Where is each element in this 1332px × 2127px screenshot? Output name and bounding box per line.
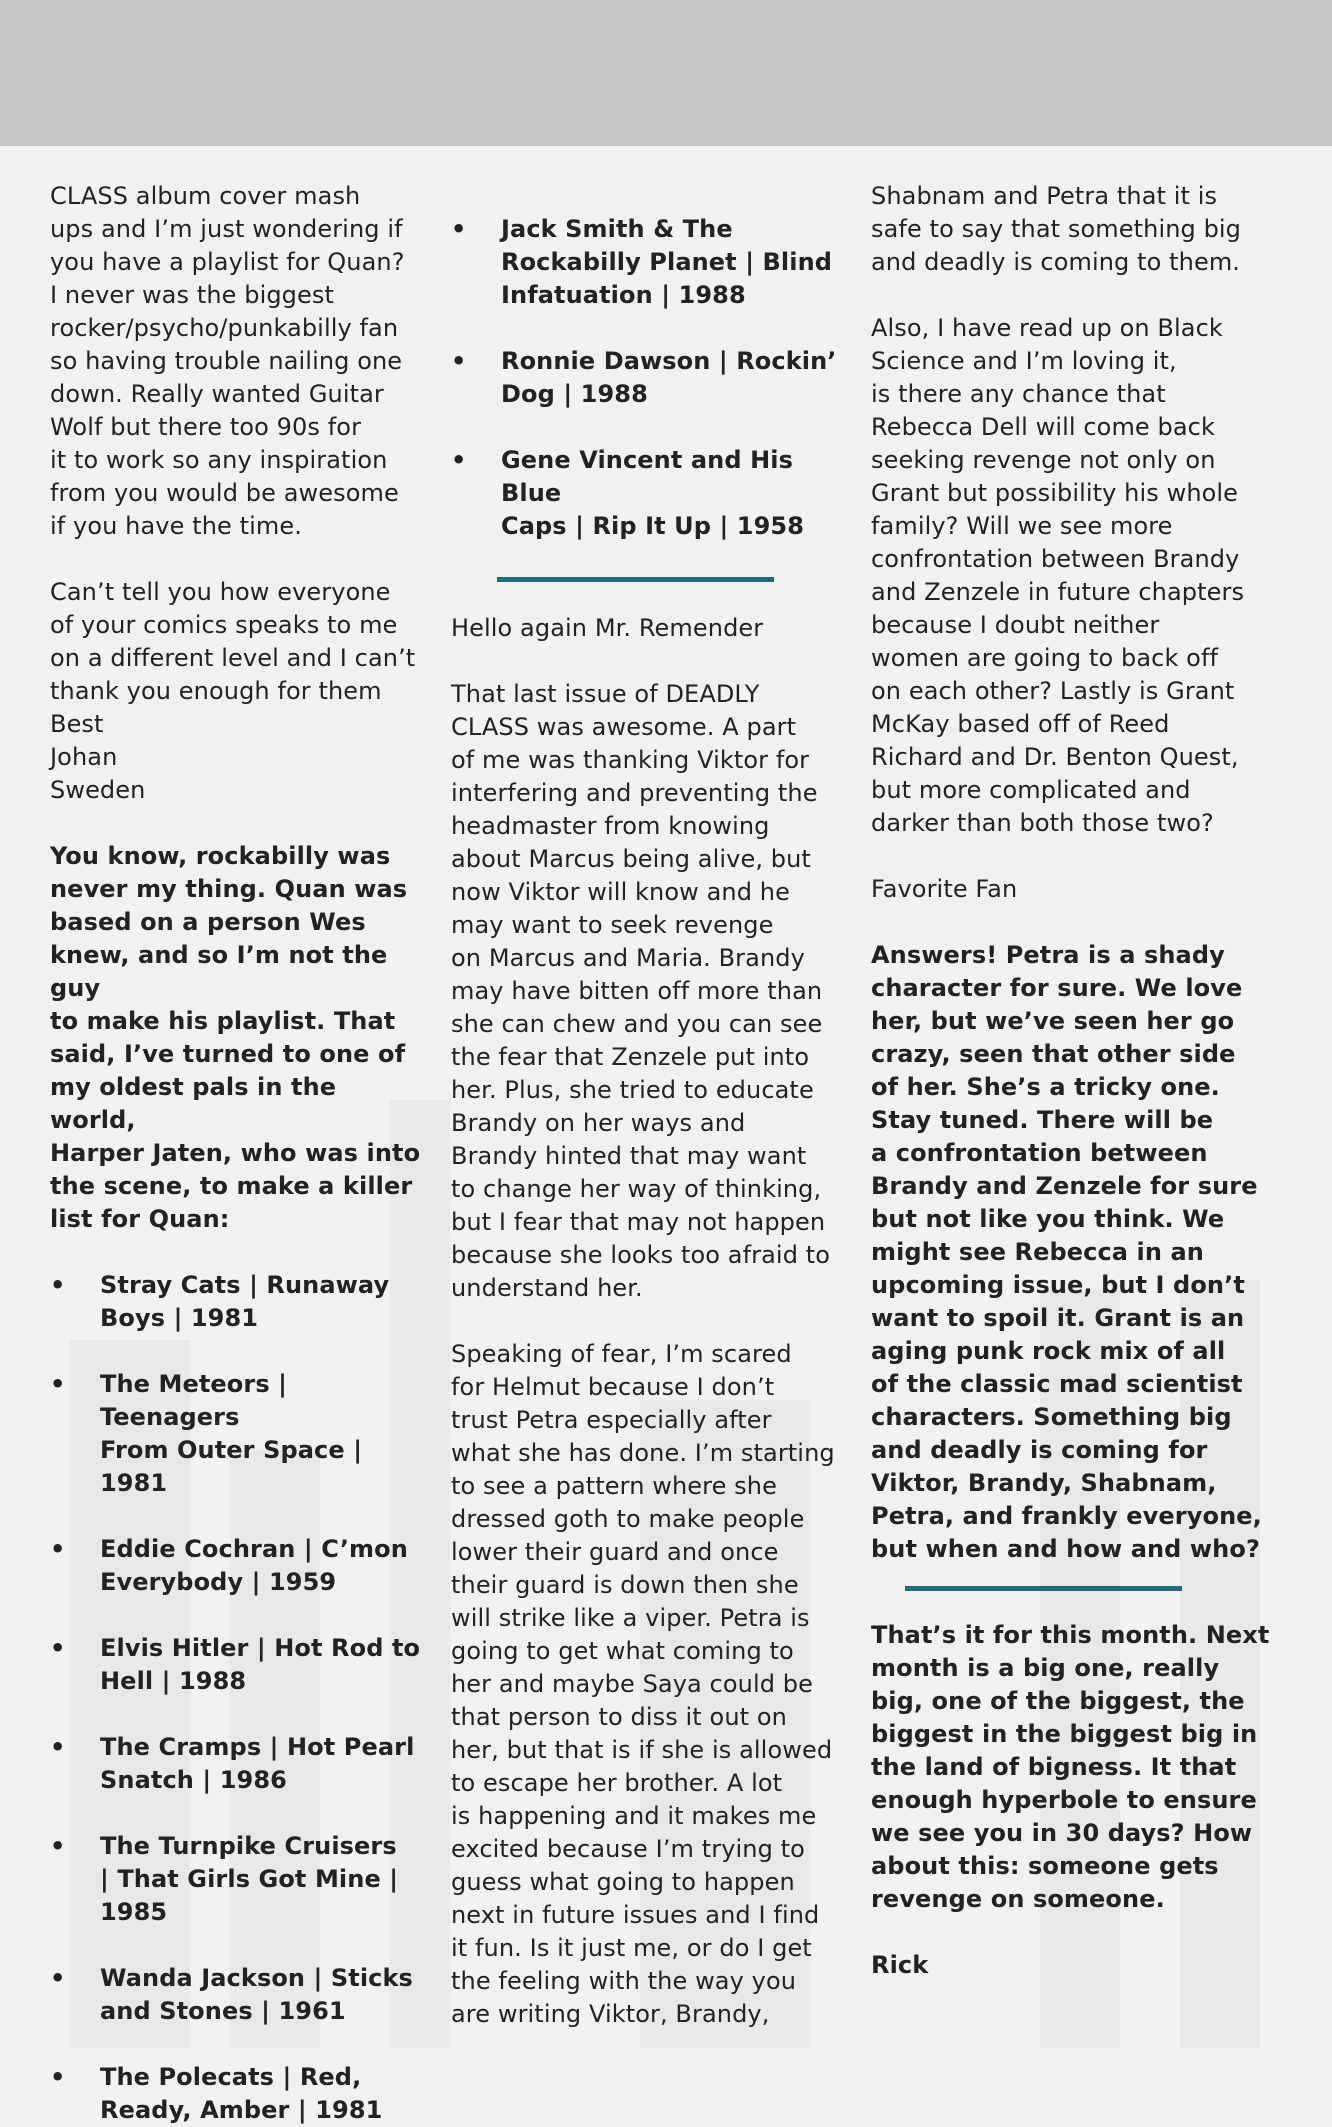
text-line: to make his playlist. That [50,1007,396,1035]
text-line: Gene Vincent and His Blue [501,446,793,507]
text-line: her, but that is if she is allowed [451,1736,833,1764]
text-line: ups and I’m just wondering if [50,215,403,243]
bullet-icon: • [50,2063,66,2091]
text-line: might see Rebecca in an [871,1238,1204,1266]
text-line: never my thing. Quan was [50,875,408,903]
text-line: Everybody | 1959 [100,1568,337,1596]
text-line: upcoming issue, but I don’t [871,1271,1245,1299]
text-line: character for sure. We love [871,974,1243,1002]
text-line: but I fear that may not happen [451,1208,826,1236]
text-line: interfering and preventing the [451,779,818,807]
text-line: to change her way of thinking, [451,1175,822,1203]
text-line: their guard is down then she [451,1571,799,1599]
playlist-item [451,345,851,411]
text-line: of her. She’s a tricky one. [871,1073,1220,1101]
text-line: Snatch | 1986 [100,1766,287,1794]
text-line: to see a pattern where she [451,1472,777,1500]
text-line: Harper Jaten, who was into [50,1139,421,1167]
text-line: Speaking of fear, I’m scared [451,1340,792,1368]
text-line: Wolf but there too 90s for [50,413,362,441]
text-line: but when and how and who? [871,1535,1260,1563]
playlist-item [50,1269,430,1335]
text-line: That’s it for this month. Next [871,1621,1270,1649]
letter-greeting: Hello again Mr. Remender [451,614,764,642]
text-line: confrontation between Brandy [871,545,1240,573]
text-line: Answers! Petra is a shady [871,941,1225,969]
text-line: that person to diss it out on [451,1703,787,1731]
text-line: about Marcus being alive, but [451,845,811,873]
answer-paragraph [50,840,430,1236]
playlist-item [50,1632,430,1698]
text-line: I never was the biggest [50,281,334,309]
text-line: Sweden [50,776,146,804]
text-line: but more complicated and [871,776,1191,804]
text-line: Caps | Rip It Up | 1958 [501,512,804,540]
text-line: the land of bigness. It that [871,1753,1237,1781]
text-line: may have bitten off more than [451,977,823,1005]
text-line: Rebecca Dell will come back [871,413,1215,441]
letter-paragraph [871,312,1291,840]
text-line: because I doubt neither [871,611,1160,639]
text-line: Petra, and frankly everyone, [871,1502,1262,1530]
bullet-icon: • [50,1370,66,1398]
text-line: and Stones | 1961 [100,1997,346,2025]
text-line: of the classic mad scientist [871,1370,1243,1398]
text-line: the scene, to make a killer [50,1172,413,1200]
text-line: she can chew and you can see [451,1010,823,1038]
header-band [0,0,1332,146]
text-line: we see you in 30 days? How [871,1819,1253,1847]
text-line: Wanda Jackson | Sticks [100,1964,413,1992]
text-line: now Viktor will know and he [451,878,790,906]
text-line: guess what going to happen [451,1868,795,1896]
text-line: Dog | 1988 [501,380,648,408]
text-line: Johan [50,743,118,771]
playlist-item [451,444,851,543]
text-line: CLASS album cover mash [50,182,361,210]
text-line: Elvis Hitler | Hot Rod to [100,1634,421,1662]
text-line: on each other? Lastly is Grant [871,677,1235,705]
text-line: the feeling with the way you [451,1967,797,1995]
text-line: and deadly is coming to them. [871,248,1241,276]
text-line: Infatuation | 1988 [501,281,746,309]
text-line: rocker/psycho/punkabilly fan [50,314,399,342]
text-line: is happening and it makes me [451,1802,817,1830]
bullet-icon: • [451,446,467,474]
text-line: CLASS was awesome. A part [451,713,797,741]
text-line: The Polecats | Red, [100,2063,362,2091]
text-line: The Meteors | Teenagers [100,1370,288,1431]
text-line: Stray Cats | Runaway [100,1271,390,1299]
answer-paragraph [871,939,1291,1566]
text-line: safe to say that something big [871,215,1242,243]
letter-paragraph [50,180,430,543]
text-line: You know, rockabilly was [50,842,391,870]
text-line: next in future issues and I find [451,1901,820,1929]
text-line: it fun. Is it just me, or do I get [451,1934,812,1962]
text-line: Stay tuned. There will be [871,1106,1214,1134]
text-line: big, one of the biggest, the [871,1687,1245,1715]
text-line: and Zenzele in future chapters [871,578,1245,606]
text-line: will strike like a viper. Petra is [451,1604,810,1632]
bullet-icon: • [50,1832,66,1860]
text-line: women are going to back off [871,644,1219,672]
text-line: Also, I have read up on Black [871,314,1223,342]
text-line: | That Girls Got Mine | [100,1865,399,1893]
text-line: Richard and Dr. Benton Quest, [871,743,1239,771]
bullet-icon: • [50,1634,66,1662]
letter-paragraph [871,180,1291,279]
text-line: for Helmut because I don’t [451,1373,775,1401]
playlist-item [50,1830,430,1929]
text-line: aging punk rock mix of all [871,1337,1226,1365]
text-line: trust Petra especially after [451,1406,772,1434]
text-line: Brandy on her ways and [451,1109,746,1137]
text-line: list for Quan: [50,1205,230,1233]
text-line: you have a playlist for Quan? [50,248,405,276]
text-line: darker than both those two? [871,809,1214,837]
text-line: From Outer Space | 1981 [100,1436,363,1497]
text-line: what she has done. I’m starting [451,1439,835,1467]
column-2 [451,213,851,2031]
letter-closing [50,576,430,807]
playlist-item [451,213,851,312]
outro-paragraph [871,1619,1291,1916]
text-line: Hell | 1988 [100,1667,247,1695]
bullet-icon: • [50,1535,66,1563]
text-line: understand her. [451,1274,643,1302]
text-line: about this: someone gets [871,1852,1219,1880]
text-line: month is a big one, really [871,1654,1220,1682]
text-line: want to spoil it. Grant is an [871,1304,1245,1332]
text-line: 1985 [100,1898,168,1926]
text-line: it to work so any inspiration [50,446,388,474]
text-line: of me was thanking Viktor for [451,746,810,774]
bullet-icon: • [451,215,467,243]
text-line: is there any chance that [871,380,1166,408]
text-line: from you would be awesome [50,479,399,507]
playlist-item [50,1962,430,2028]
text-line: Ready, Amber | 1981 [100,2096,383,2124]
text-line: my oldest pals in the world, [50,1073,337,1134]
text-line: Grant but possibility his whole [871,479,1239,507]
text-line: and deadly is coming for [871,1436,1208,1464]
letter-signoff: Favorite Fan [871,875,1018,903]
text-line: Best [50,710,104,738]
text-line: Eddie Cochran | C’mon [100,1535,408,1563]
letter-paragraph [451,1338,851,2031]
text-line: to escape her brother. A lot [451,1769,783,1797]
text-line: enough hyperbole to ensure [871,1786,1257,1814]
text-line: dressed goth to make people [451,1505,805,1533]
text-line: thank you enough for them [50,677,382,705]
text-line: may want to seek revenge [451,911,774,939]
text-line: if you have the time. [50,512,302,540]
text-line: on a different level and I can’t [50,644,416,672]
text-line: Ronnie Dawson | Rockin’ [501,347,837,375]
text-line: headmaster from knowing [451,812,770,840]
text-line: The Turnpike Cruisers [100,1832,397,1860]
text-line: are writing Viktor, Brandy, [451,2000,770,2028]
text-line: Rockabilly Planet | Blind [501,248,833,276]
text-line: Can’t tell you how everyone [50,578,391,606]
text-line: That last issue of DEADLY [451,680,760,708]
text-line: Viktor, Brandy, Shabnam, [871,1469,1217,1497]
text-line: Brandy hinted that may want [451,1142,807,1170]
text-line: characters. Something big [871,1403,1232,1431]
playlist-item [50,1731,430,1797]
text-line: biggest in the biggest big in [871,1720,1258,1748]
text-line: crazy, seen that other side [871,1040,1236,1068]
letter-paragraph [451,678,851,1305]
text-line: lower their guard and once [451,1538,779,1566]
column-3 [871,180,1291,1982]
text-line: her, but we’ve seen her go [871,1007,1235,1035]
text-line: down. Really wanted Guitar [50,380,384,408]
text-line: because she looks too afraid to [451,1241,831,1269]
text-line: Brandy and Zenzele for sure [871,1172,1258,1200]
text-line: The Cramps | Hot Pearl [100,1733,415,1761]
playlist-item [50,1368,430,1500]
text-line: of your comics speaks to me [50,611,398,639]
text-line: Science and I’m loving it, [871,347,1177,375]
text-line: seeking revenge not only on [871,446,1216,474]
text-line: a confrontation between [871,1139,1208,1167]
bullet-icon: • [50,1964,66,1992]
text-line: going to get what coming to [451,1637,794,1665]
playlist-item [50,1533,430,1599]
text-line: knew, and so I’m not the guy [50,941,388,1002]
text-line: family? Will we see more [871,512,1173,540]
text-line: Jack Smith & The [501,215,733,243]
text-line: so having trouble nailing one [50,347,403,375]
bullet-icon: • [50,1271,66,1299]
text-line: McKay based off of Reed [871,710,1170,738]
text-line: Shabnam and Petra that it is [871,182,1218,210]
text-line: excited because I’m trying to [451,1835,805,1863]
bullet-icon: • [451,347,467,375]
text-line: Boys | 1981 [100,1304,259,1332]
text-line: but not like you think. We [871,1205,1225,1233]
playlist-item [50,2061,430,2127]
text-line: her. Plus, she tried to educate [451,1076,814,1104]
text-line: revenge on someone. [871,1885,1165,1913]
signature: Rick [871,1951,929,1979]
bullet-icon: • [50,1733,66,1761]
text-line: said, I’ve turned to one of [50,1040,406,1068]
text-line: on Marcus and Maria. Brandy [451,944,805,972]
text-line: based on a person Wes [50,908,366,936]
column-1 [50,180,430,2127]
text-line: the fear that Zenzele put into [451,1043,810,1071]
text-line: her and maybe Saya could be [451,1670,813,1698]
